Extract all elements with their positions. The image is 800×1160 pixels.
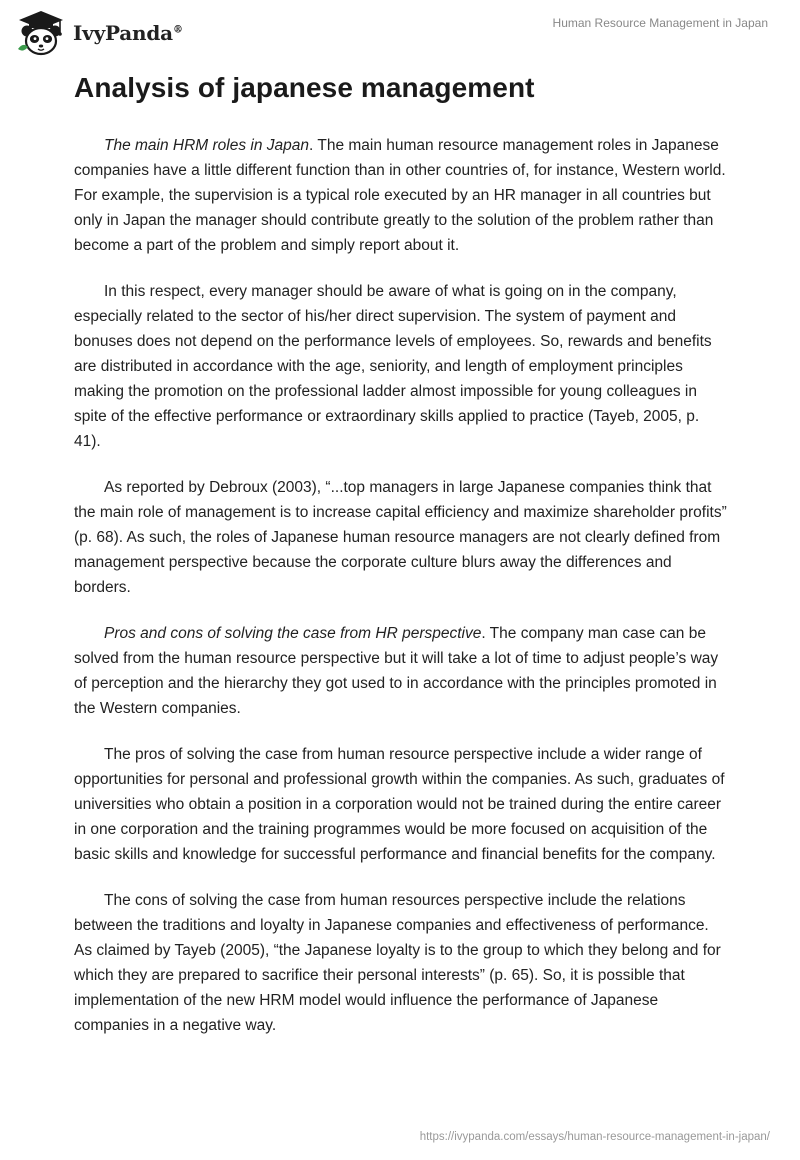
paragraph-lead: The main HRM roles in Japan [104, 137, 310, 154]
paragraph [74, 742, 730, 867]
paragraph-text: The cons of solving the case from human resources perspective include the relations between the traditions and loyalty in Japanese companies and effectiveness of performance. As claimed by Tayeb (2005), “the Japanese loyalty is to the group to which they belong and for which they are prepared to sacrifice their personal interests” (p. 65). So, it is possible that implementation of the new HRM model would influence the performance of Japanese companies in a negative way. [74, 892, 721, 1034]
panda-graduate-icon [15, 9, 67, 57]
source-url-link[interactable]: https://ivypanda.com/essays/human-resource-management-in-japan/ [419, 1131, 770, 1143]
paragraph [74, 279, 730, 454]
paragraph-text: The pros of solving the case from human resource perspective include a wider range of opportunities for personal and professional growth within the companies. As such, graduates of universities who obtain a position in a corporation would not be trained during the entire career in one corporation and the training programmes would be more focused on acquisition of the basic skills and knowledge for successful performance and financial benefits for the company. [74, 746, 725, 863]
paragraph-text: In this respect, every manager should be aware of what is going on in the company, especially related to the sector of his/her direct supervision. The system of payment and bonuses does not depend on the performance levels of employees. So, rewards and benefits are distributed in accordance with the age, seniority, and length of employment principles making the promotion on the professional ladder almost impossible for young colleagues in spite of the effective performance or extraordinary skills applied to practice (Tayeb, 2005, p. 41). [74, 283, 712, 450]
paragraph-text: As reported by Debroux (2003), “...top managers in large Japanese companies think that the main role of management is to increase capital efficiency and maximize shareholder profits” (p. 68). As such, the roles of Japanese human resource managers are not clearly defined from management perspective because the corporate culture blurs away the differences and borders. [74, 479, 727, 596]
article-body [74, 133, 730, 1059]
paragraph-lead: Pros and cons of solving the case from HR perspective [104, 625, 482, 642]
paragraph [74, 621, 730, 721]
paragraph-text: . The company man case can be solved from the human resource perspective but it will take a lot of time to adjust people’s way of perception and the hierarchy they got used to in accordance with the principles promoted in the Western companies. [74, 625, 719, 717]
ivypanda-logo[interactable] [15, 9, 183, 57]
paragraph [74, 888, 730, 1038]
paragraph-text: . The main human resource management roles in Japanese companies have a little different function than in other countries of, for instance, Western world. For example, the supervision is a typical role executed by an HR manager in all countries but only in Japan the manager should contribute greatly to the solution of the problem rather than become a part of the problem and simply report about it. [74, 137, 726, 254]
page-title: Analysis of japanese management [74, 72, 535, 103]
paragraph [74, 133, 730, 258]
page-header [0, 0, 800, 60]
document-title: Human Resource Management in Japan [552, 16, 768, 30]
logo-wordmark: IvyPanda® [73, 21, 183, 45]
paragraph [74, 475, 730, 600]
